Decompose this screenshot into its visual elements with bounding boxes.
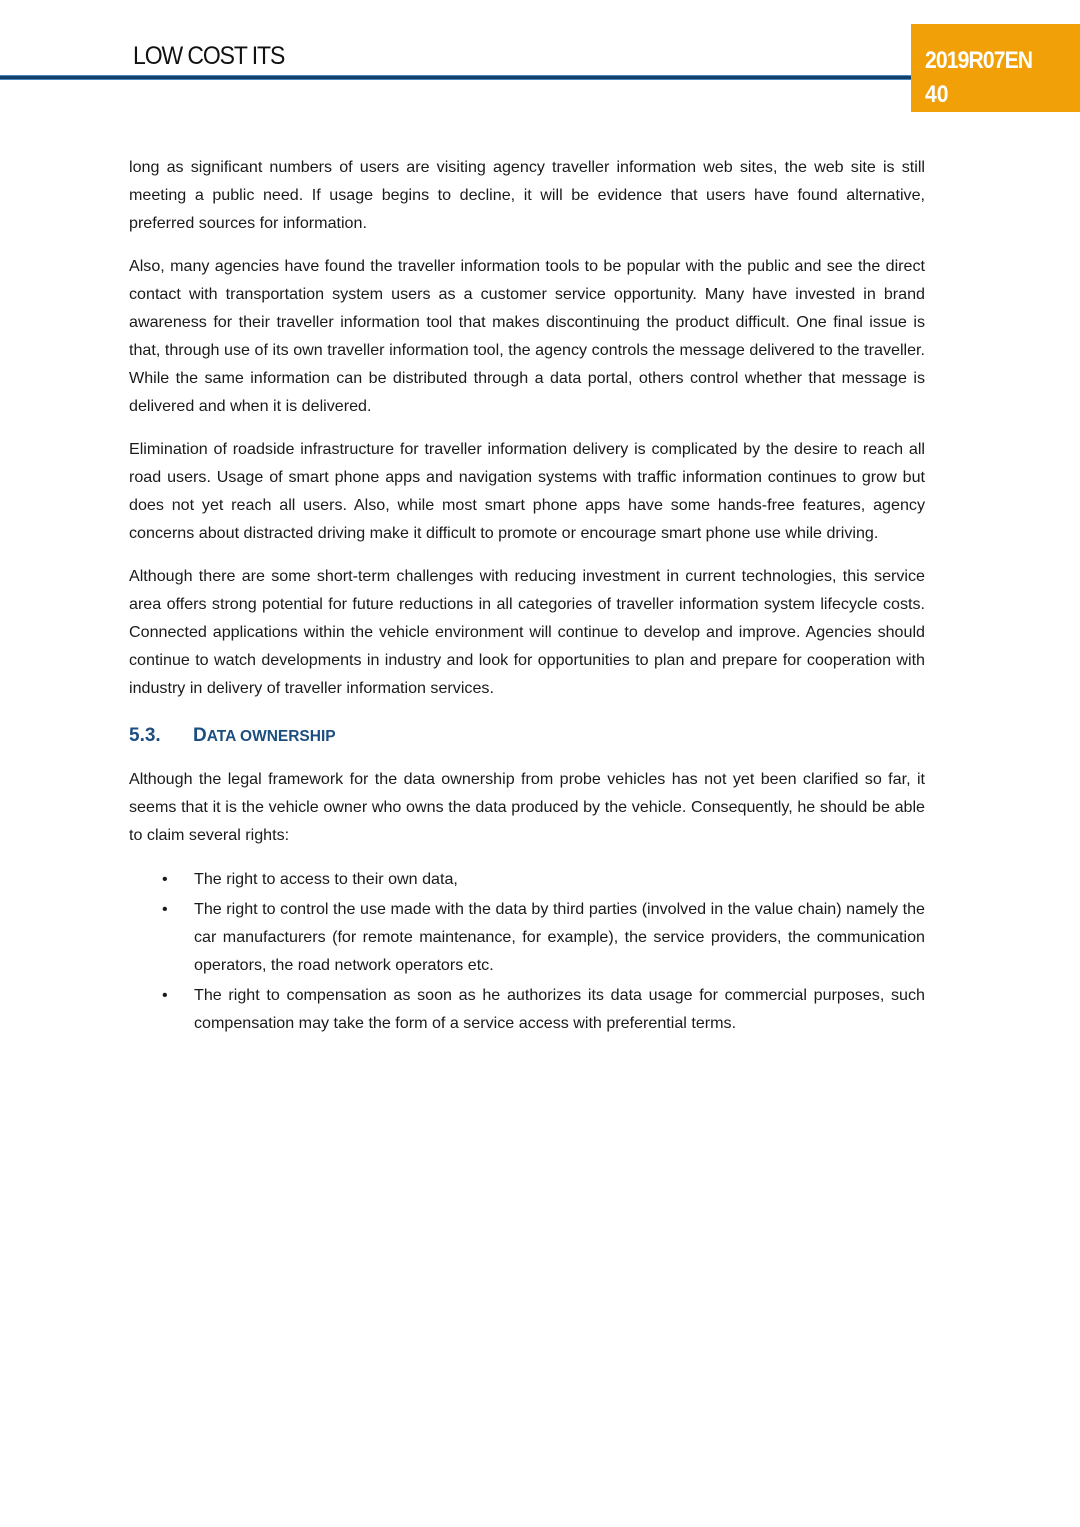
- page-number: 40: [925, 81, 949, 108]
- list-item-text: The right to compensation as soon as he authorizes its data usage for commercial purposes, such compensation may take the form of a service access with preferential terms.: [194, 986, 925, 1032]
- list-item: [129, 865, 925, 893]
- paragraph: Also, many agencies have found the traveller information tools to be popular with the public and see the direct contact with transportation system users as a customer service opportunity. Many have invested in brand awareness for their traveller information tool that makes discontinuing the product difficult. One final issue is that, through use of its own traveller information tool, the agency controls the message delivered to the traveller. While the same information can be distributed through a data portal, others control whether that message is delivered and when it is delivered.: [129, 257, 925, 415]
- paragraph: Although the legal framework for the data ownership from probe vehicles has not yet been clarified so far, it seems that it is the vehicle owner who owns the data produced by the vehicle. Consequently, he should be able to claim several rights:: [129, 770, 925, 844]
- bullet-icon: •: [162, 870, 168, 888]
- paragraph: Although there are some short-term challenges with reducing investment in current technologies, this service area offers strong potential for future reductions in all categories of traveller information system lifecycle costs. Connected applications within the vehicle environment will continue to develop and improve. Agencies should continue to watch developments in industry and look for opportunities to plan and prepare for cooperation with industry in delivery of traveller information services.: [129, 567, 925, 697]
- list-item: [129, 981, 925, 1037]
- section-title-rest: ATA OWNERSHIP: [206, 728, 336, 745]
- bullet-icon: •: [162, 986, 168, 1004]
- list-item-text: The right to control the use made with the data by third parties (involved in the value chain) namely the car manufacturers (for remote maintenance, for example), the service providers, the communication operators, the road network operators etc.: [194, 900, 925, 974]
- report-badge: [911, 24, 1080, 112]
- running-header-title: LOW COST ITS: [133, 42, 285, 70]
- section-number: 5.3.: [129, 725, 161, 746]
- list-item-text: The right to access to their own data,: [194, 870, 458, 888]
- paragraph: long as significant numbers of users are visiting agency traveller information web sites, the web site is still meeting a public need. If usage begins to decline, it will be evidence that users have found alternative, preferred sources for information.: [129, 158, 925, 232]
- rights-list: [129, 865, 925, 1037]
- list-item: [129, 895, 925, 979]
- section-heading: [129, 722, 925, 751]
- bullet-icon: •: [162, 900, 168, 918]
- page-body: [129, 153, 925, 1039]
- section-title-initial: D: [193, 725, 207, 746]
- paragraph: Elimination of roadside infrastructure for traveller information delivery is complicated by the desire to reach all road users. Usage of smart phone apps and navigation systems with traffic information continues to grow but does not yet reach all users. Also, while most smart phone apps have some hands-free features, agency concerns about distracted driving make it difficult to promote or encourage smart phone use while driving.: [129, 440, 925, 542]
- report-code: 2019R07EN: [925, 47, 1033, 74]
